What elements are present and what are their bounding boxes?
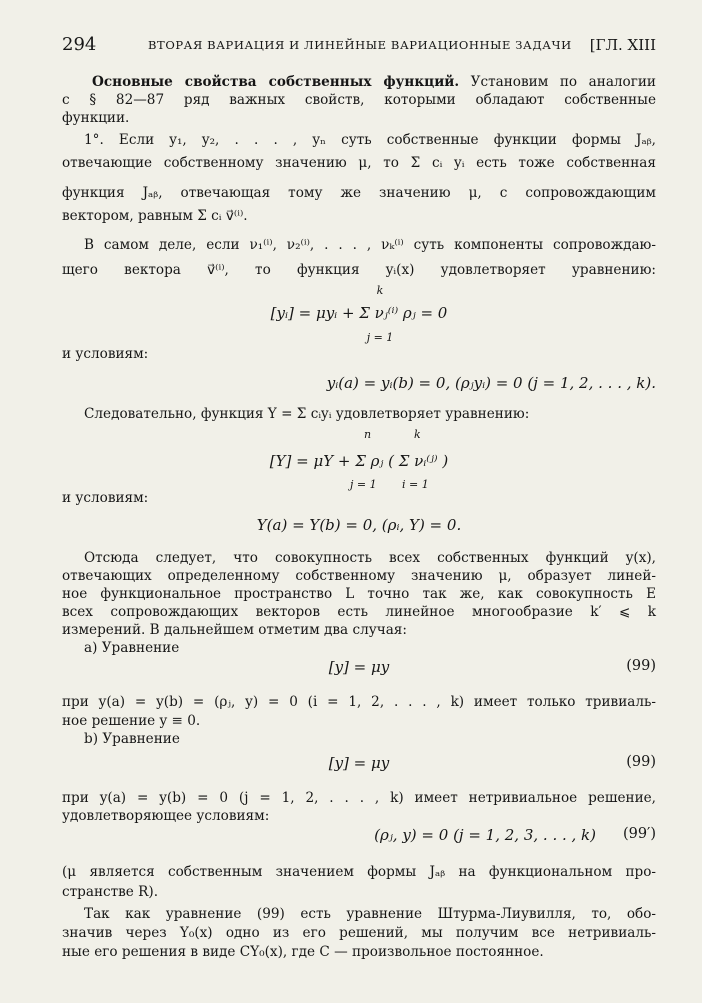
list-label: а) Уравнение <box>84 640 180 656</box>
section-heading: Основные свойства собственных функций. <box>92 74 460 90</box>
chapter-label: [ГЛ. XIII <box>589 36 656 54</box>
equation: yᵢ(a) = yᵢ(b) = 0, (ρⱼyᵢ) = 0 (j = 1, 2, . . . , k). <box>326 374 656 392</box>
list-label: b) Уравнение <box>84 731 180 747</box>
text-line: отвечающие собственному значению μ, то Σ cᵢ yᵢ есть тоже собственная <box>62 155 656 171</box>
page-number: 294 <box>62 34 97 55</box>
text-line: странстве R). <box>62 884 159 900</box>
sum-upper-limit: k <box>414 428 421 441</box>
text-span: Установим по аналогии <box>470 74 656 90</box>
equation: [Y] = μY + Σ ρⱼ ( Σ νᵢ⁽ʲ⁾ ) <box>269 452 449 470</box>
equation: [yᵢ] = μyᵢ + Σ νⱼ⁽ⁱ⁾ ρⱼ = 0 <box>270 304 448 322</box>
text-line: и условиям: <box>62 490 149 506</box>
text-line: (μ является собственным значением формы Jₐᵦ на функциональном про- <box>62 864 656 880</box>
text-line: щего вектора v⃗⁽ⁱ⁾, то функция yᵢ(x) удовлетворяет уравнению: <box>62 262 656 278</box>
equation-number: (99′) <box>622 826 656 842</box>
sum-upper-limit: k <box>376 284 384 297</box>
text-line: вектором, равным Σ cᵢ v⃗⁽ⁱ⁾. <box>62 208 248 224</box>
text-line: удовлетворяющее условиям: <box>62 808 270 824</box>
equation-number: (99) <box>626 754 656 770</box>
sum-lower-limit: i = 1 <box>402 478 429 491</box>
text-line: Следовательно, функция Y = Σ cᵢyᵢ удовлетворяет уравнению: <box>84 406 530 422</box>
text-line <box>92 74 656 91</box>
text-line: Так как уравнение (99) есть уравнение Штурма-Лиувилля, то, обо- <box>84 906 656 922</box>
text-line: ное функциональное пространство L точно так же, как совокупность E <box>62 586 656 602</box>
text-line: значив через Y₀(x) одно из его решений, мы получим все нетривиаль- <box>62 925 656 941</box>
running-title: ВТОРАЯ ВАРИАЦИЯ И ЛИНЕЙНЫЕ ВАРИАЦИОННЫЕ ЗАДАЧИ <box>148 38 572 52</box>
text-line: отвечающих определенному собственному значению μ, образует линей- <box>62 568 656 584</box>
text-line: В самом деле, если ν₁⁽ⁱ⁾, ν₂⁽ⁱ⁾, . . . , νₖ⁽ⁱ⁾ суть компоненты сопровождаю- <box>84 237 656 253</box>
page-header <box>62 34 656 58</box>
text-line: всех сопровождающих векторов есть линейное многообразие k′ ⩽ k <box>62 604 656 620</box>
text-line: и условиям: <box>62 346 149 362</box>
sum-lower-limit: j = 1 <box>366 331 394 344</box>
text-line: при y(a) = y(b) = (ρⱼ, y) = 0 (i = 1, 2, . . . , k) имеет только тривиаль- <box>62 694 656 710</box>
text-line: 1°. Если y₁, y₂, . . . , yₙ суть собственные функции формы Jₐᵦ, <box>84 132 656 148</box>
sum-upper-limit: n <box>364 428 372 441</box>
text-line: ное решение y ≡ 0. <box>62 713 201 729</box>
equation: Y(a) = Y(b) = 0, (ρᵢ, Y) = 0. <box>256 516 462 534</box>
equation: (ρⱼ, y) = 0 (j = 1, 2, 3, . . . , k) <box>374 826 596 844</box>
equation: [y] = μy <box>328 754 390 772</box>
equation-number: (99) <box>626 658 656 674</box>
text-line: функции. <box>62 110 130 126</box>
text-line: при y(a) = y(b) = 0 (j = 1, 2, . . . , k) имеет нетривиальное решение, <box>62 790 656 806</box>
equation: [y] = μy <box>328 658 390 676</box>
sum-lower-limit: j = 1 <box>350 478 377 491</box>
text-line: функция Jₐᵦ, отвечающая тому же значению μ, с сопровождающим <box>62 185 656 201</box>
text-line: с § 82—87 ряд важных свойств, которыми обладают собственные <box>62 92 656 108</box>
text-line: Отсюда следует, что совокупность всех собственных функций y(x), <box>84 550 656 566</box>
text-line: измерений. В дальнейшем отметим два случая: <box>62 622 407 638</box>
text-line: ные его решения в виде CY₀(x), где C — произвольное постоянное. <box>62 944 544 960</box>
